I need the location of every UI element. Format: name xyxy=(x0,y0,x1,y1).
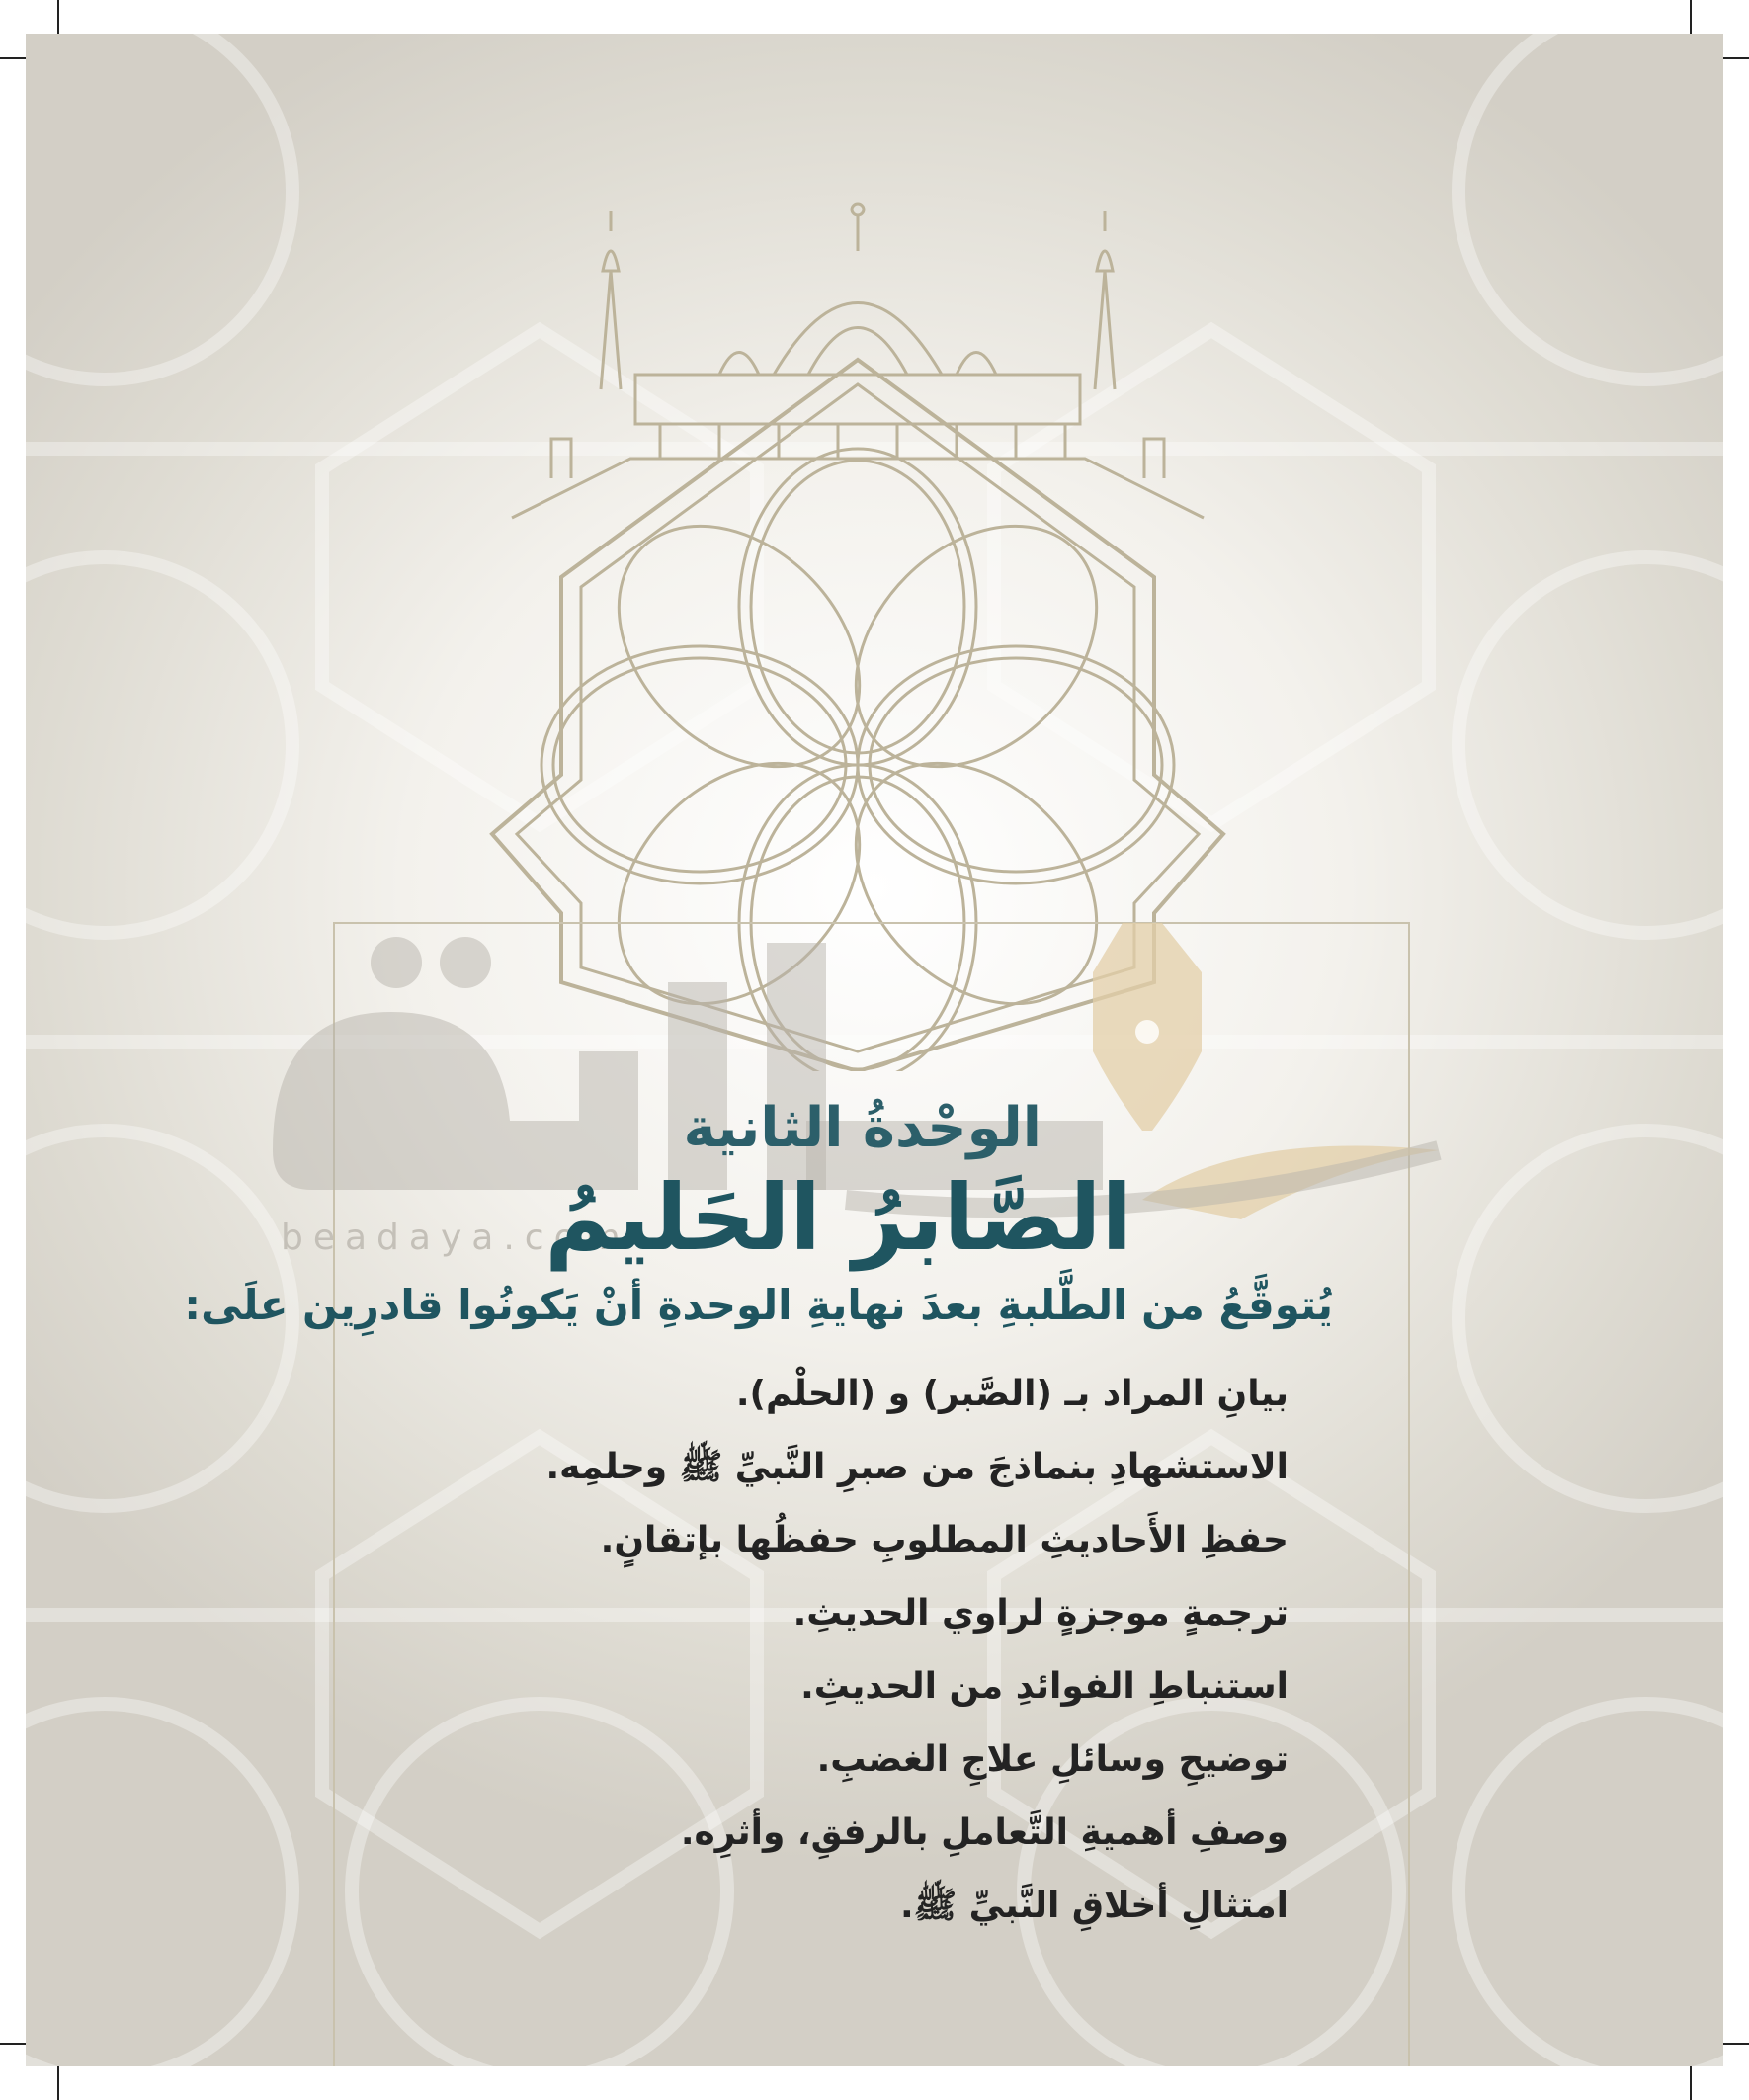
list-item: ترجمةٍ موجزةٍ لراوي الحديثِ. xyxy=(792,1593,1289,1634)
fountain-pen-icon xyxy=(1093,923,1439,1219)
list-item: وصفِ أهميةِ التَّعاملِ بالرفقِ، وأثرِه. xyxy=(680,1812,1289,1853)
list-item: الاستشهادِ بنماذجَ من صبرِ النَّبيِّ ﷺ وحلمِه. xyxy=(545,1447,1289,1487)
objectives-list xyxy=(546,1358,1290,1943)
unit-label: الوحْدةُ الثانية xyxy=(683,1096,1041,1160)
watermark-site-text: beadaya.com xyxy=(281,1218,630,1258)
objectives-intro: يُتوقَّعُ من الطَّلبةِ بعدَ نهايةِ الوحدةِ أنْ يَكونُوا قادرِين علَى: xyxy=(184,1281,1333,1329)
list-item: توضيحِ وسائلِ علاجِ الغضبِ. xyxy=(816,1739,1289,1780)
unit-title: الصَّابرُ الحَليمُ xyxy=(544,1165,1132,1271)
list-item: امتثالِ أخلاقِ النَّبيِّ ﷺ. xyxy=(899,1886,1289,1926)
list-item: حفظِ الأَحاديثِ المطلوبِ حفظُها بإتقانٍ. xyxy=(600,1520,1289,1560)
page xyxy=(26,34,1723,2066)
list-item: بيانِ المراد بـ (الصَّبر) و (الحلْم). xyxy=(735,1374,1289,1414)
list-item: استنباطِ الفوائدِ من الحديثِ. xyxy=(800,1666,1289,1707)
